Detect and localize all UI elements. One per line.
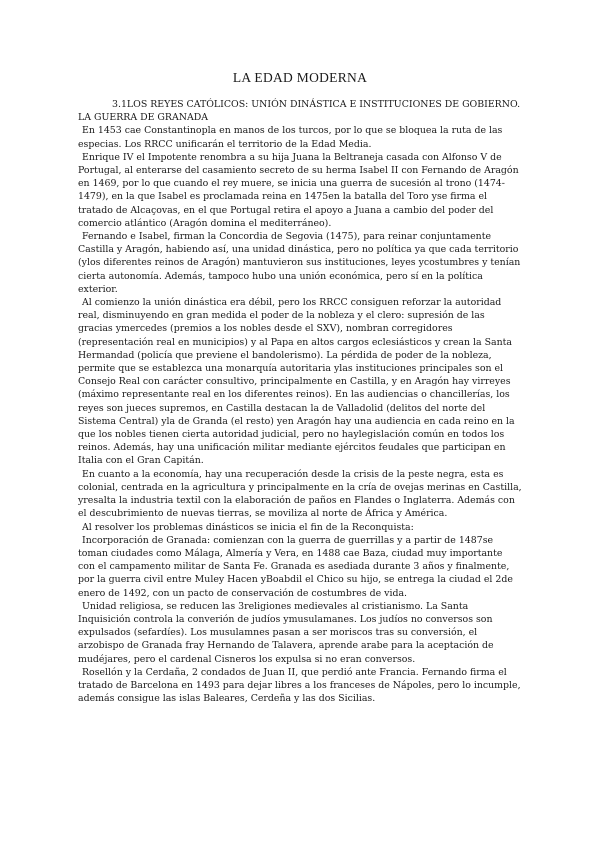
paragraph-concordia-segovia: Fernando e Isabel, firman la Concordia de Segovia (1475), para reinar conjuntamente Castilla y Aragón, habiendo así, una unidad dinástica, pero no política ya que cada territorio (ylos diferentes reinos de Aragón) mantuvieron sus instituciones, leyes ycostumbres y tenían cierta autonomía. Además, tampoco hubo una unión económica, pero sí en la política exterior. [78,231,521,295]
paragraph-autoridad-real: Al comienzo la unión dinástica era débil, pero los RRCC consiguen reforzar la autoridad real, disminuyendo en gran medida el poder de la nobleza y el clero: supresión de las gracias ymercedes (premios a los nobles desde el SXV), nombran corregidores (representación real en municipios) y al Papa en altos cargos eclesiásticos y crean la Santa Hermandad (policía que previene el bandolerismo). La pérdida de poder de la nobleza, permite que se establezca una monarquía autoritaria ylas instituciones principales son el Consejo Real con carácter consultivo, principalmente en Castilla, y en Aragón hay virreyes (máximo representante real en los diferentes reinos). En las audiencias o chancillerías, los reyes son jueces supremos, en Castilla destacan la de Valladolid (delitos del norte del Sistema Central) yla de Granda (el resto) yen Aragón hay una audiencia en cada reino en la que los nobles tienen cierta autoridad judicial, pero no haylegislación común en todos los reinos. Además, hay una unificación militar mediante ejércitos feudales que participan en Italia con el Gran Capitán. [78,297,515,467]
paragraph-reconquista: Al resolver los problemas dinásticos se inicia el fin de la Reconquista: [82,521,414,533]
paragraph-granada: Incorporación de Granada: comienzan con la guerra de guerrillas y a partir de 1487se toman ciudades como Málaga, Almería y Vera, en 1488 cae Baza, ciudad muy importante con el campamento militar de Santa Fe. Granada es asediada durante 3 años y finalmente, por la guerra civil entre Muley Hacen yBoabdil el Chico su hijo, se entrega la ciudad el 2de enero de 1492, con un pacto de conservación de costumbres de vida. [78,534,513,599]
paragraph-unidad-religiosa: Unidad religiosa, se reducen las 3religiones medievales al cristianismo. La Santa Inquisición controla la converión de judíos ymusulamanes. Los judíos no conversos son expulsados (sefardíes). Los musulamnes pasan a ser moriscos tras su conversión, el arzobispo de Granada fray Hernando de Talavera, aprende arabe para la aceptación de mudéjares, pero el cardenal Cisneros los expulsa si no eran conversos. [78,600,494,665]
paragraph-guerra-sucesion: Enrique IV el Impotente renombra a su hija Juana la Beltraneja casada con Alfonso V de Portugal, al enterarse del casamiento secreto de su herma Isabel II con Fernando de Aragón en 1469, por lo que cuando el rey muere, se inicia una guerra de sucesión al trono (1474-1479), en la que Isabel es proclamada reina en 1475en la batalla del Toro yse firma el tratado de Alcaçovas, en el que Portugal retira el apoyo a Juana a cambio del poder del comercio atlántico (Aragón domina el mediterráneo). [78,151,519,229]
paragraph-constantinopla: En 1453 cae Constantinopla en manos de los turcos, por lo que se bloquea la ruta de las especias. Los RRCC unificarán el territorio de la Edad Media. [78,125,503,150]
document-title: LA EDAD MODERNA [232,70,368,85]
paragraph-economia: En cuanto a la economía, hay una recuperación desde la crisis de la peste negra, esta es colonial, centrada en la agricultura y principalmente en la cría de ovejas merinas en Castilla, yresalta la industria textil con la elaboración de paños en Flandes o Inglaterra. Además con el descubrimiento de nuevas tierras, se moviliza al norte de África y América. [78,468,522,520]
paragraph-rosellon-cerdana: Rosellón y la Cerdaña, 2 condados de Juan II, que perdió ante Francia. Fernando firma el tratado de Barcelona en 1493 para dejar libres a los franceses de Nápoles, pero lo incumple, además consigue las islas Baleares, Cerdeña y las dos Sicilias. [78,666,521,705]
section-heading: 3.1LOS REYES CATÓLICOS: UNIÓN DINÁSTICA E INSTITUCIONES DE GOBIERNO. LA GUERRA DE GRANADA [78,99,521,124]
